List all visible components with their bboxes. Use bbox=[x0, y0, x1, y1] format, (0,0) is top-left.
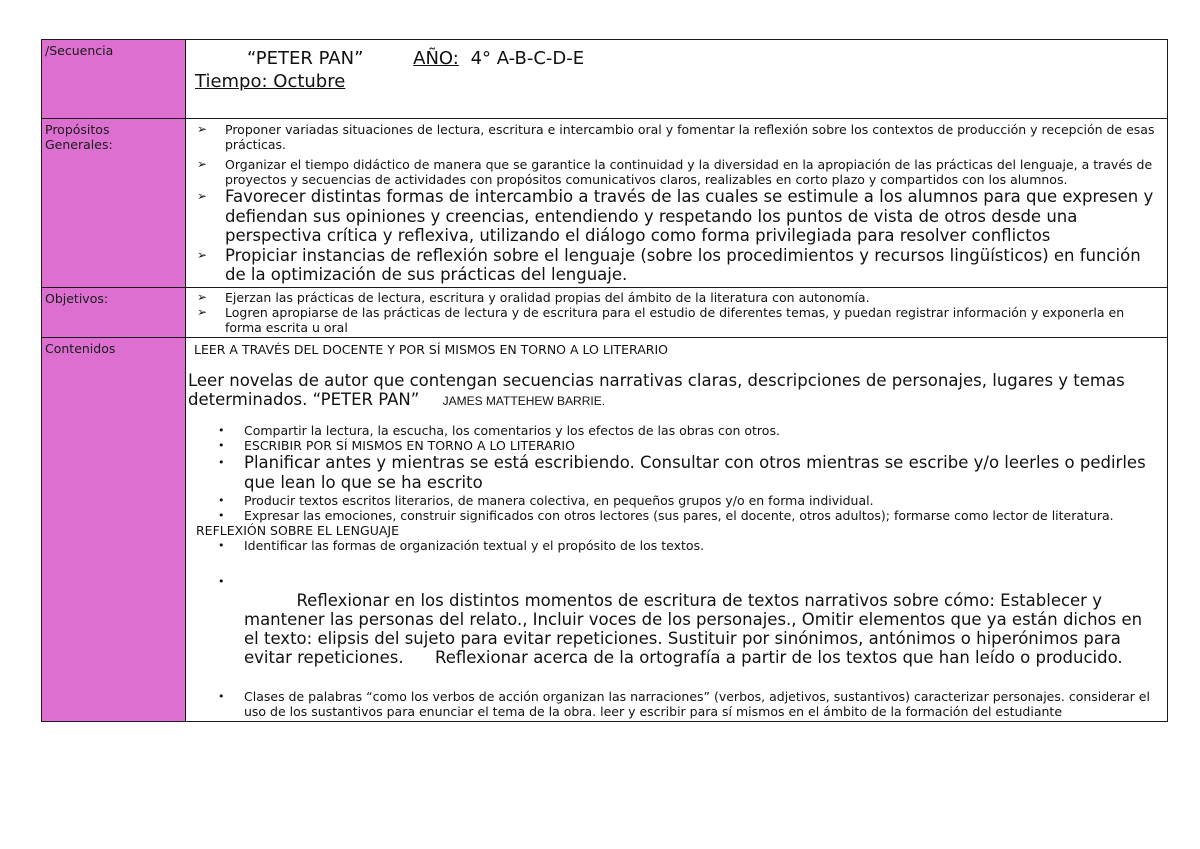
label-contenidos: Contenidos bbox=[42, 337, 186, 721]
arrow-bullet-icon: ➢ bbox=[197, 247, 208, 262]
propositos-content bbox=[186, 119, 1168, 288]
arrow-bullet-icon: ➢ bbox=[197, 289, 208, 304]
list-item bbox=[197, 289, 1161, 305]
row-contenidos bbox=[42, 337, 1168, 721]
contenido-text: Compartir la lectura, la escucha, los comentarios y los efectos de las obras con otros. bbox=[244, 422, 780, 438]
label-secuencia: /Secuencia bbox=[42, 40, 186, 119]
list-item bbox=[218, 507, 1161, 523]
arrow-bullet-icon: ➢ bbox=[197, 304, 208, 319]
list-item bbox=[218, 452, 1161, 493]
contenido-text: Planificar antes y mientras se está escribiendo. Consultar con otros mientras se escribe y/o leerles o pedirles que lean lo que se ha escrito bbox=[244, 452, 1146, 492]
dot-bullet-icon: • bbox=[218, 438, 225, 452]
contenidos-lead bbox=[188, 371, 1161, 411]
objetivo-text: Logren apropiarse de las prácticas de lectura y de escritura para el estudio de diferentes temas, y puedan registrar información y exponerla en forma escrita u oral bbox=[225, 304, 1125, 335]
dot-bullet-icon: • bbox=[218, 423, 225, 437]
list-item bbox=[197, 157, 1161, 187]
dot-bullet-icon: • bbox=[218, 538, 225, 552]
objetivos-content bbox=[186, 287, 1168, 337]
row-propositos bbox=[42, 119, 1168, 288]
contenido-text: Reflexionar en los distintos momentos de escritura de textos narrativos sobre cómo: Establecer y mantener las personas del relato., Incluir voces de los personajes., Omitir elementos que ya están dichos en el texto: elipsis del sujeto para evitar repeticiones. Sustituir por sinónimos, antónimos o hiperónimos para evitar repeticiones. Reflexionar acerca de la ortografía a partir de los textos que han leído o producido. bbox=[244, 590, 1148, 667]
propositos-list bbox=[191, 122, 1161, 285]
tiempo-line: Tiempo: Octubre bbox=[195, 71, 346, 92]
list-item bbox=[197, 245, 1161, 285]
contenido-text: ESCRIBIR POR SÍ MISMOS EN TORNO A LO LITERARIO bbox=[244, 437, 575, 453]
list-item bbox=[197, 187, 1161, 246]
row-secuencia bbox=[42, 40, 1168, 119]
list-item bbox=[218, 422, 1161, 438]
contenidos-list-2 bbox=[188, 538, 1161, 719]
secuencia-content bbox=[186, 40, 1168, 119]
proposito-text: Organizar el tiempo didáctico de manera que se garantice la continuidad y la diversidad en la apropiación de las prácticas del lenguaje, a través de proyectos y secuencias de actividades con propósitos comunicativos claros, realizables en corto plazo y compartidos con los alumnos. bbox=[225, 157, 1153, 187]
dot-bullet-icon: • bbox=[218, 574, 225, 588]
list-item bbox=[218, 688, 1161, 719]
contenido-text: Producir textos escritos literarios, de manera colectiva, en pequeños grupos y/o en forma individual. bbox=[244, 492, 874, 508]
list-item bbox=[218, 492, 1161, 508]
sequence-title: “PETER PAN” bbox=[247, 48, 364, 69]
planning-table bbox=[41, 39, 1168, 722]
objetivos-list bbox=[191, 290, 1161, 335]
contenido-text: Clases de palabras “como los verbos de acción organizan las narraciones” (verbos, adjetivos, sustantivos) caracterizar personajes. considerar el uso de los sustantivos para enunciar el tema de la obra. leer y escribir para sí mismos en el ámbito de la formación del estudiante bbox=[244, 688, 1150, 719]
section-heading-leer: LEER A TRAVÉS DEL DOCENTE Y POR SÍ MISMOS EN TORNO A LO LITERARIO bbox=[194, 341, 668, 357]
anio-value: 4° A-B-C-D-E bbox=[470, 48, 585, 69]
contenidos-list-1 bbox=[188, 423, 1161, 523]
label-objetivos: Objetivos: bbox=[42, 287, 186, 337]
dot-bullet-icon: • bbox=[218, 455, 225, 469]
contenidos-content bbox=[186, 337, 1168, 721]
dot-bullet-icon: • bbox=[218, 493, 225, 507]
list-item bbox=[218, 537, 1161, 553]
proposito-text: Propiciar instancias de reflexión sobre el lenguaje (sobre los procedimientos y recursos lingüísticos) en función de la optimización de sus prácticas del lenguaje. bbox=[225, 245, 1141, 284]
list-item bbox=[218, 553, 1161, 686]
proposito-text: Favorecer distintas formas de intercambio a través de las cuales se estimule a los alumnos para que expresen y defiendan sus opiniones y creencias, entendiendo y respetando los puntos de vista de otros desde una perspectiva crítica y reflexiva, utilizando el diálogo como forma privilegiada para resolver conflictos bbox=[225, 187, 1154, 245]
anio-label: AÑO: bbox=[413, 48, 459, 69]
dot-bullet-icon: • bbox=[218, 689, 225, 703]
arrow-bullet-icon: ➢ bbox=[197, 122, 208, 136]
list-item bbox=[218, 437, 1161, 453]
objetivo-text: Ejerzan las prácticas de lectura, escritura y oralidad propias del ámbito de la literatura con autonomía. bbox=[225, 289, 870, 305]
proposito-text: Proponer variadas situaciones de lectura, escritura e intercambio oral y fomentar la reflexión sobre los contextos de producción y recepción de esas prácticas. bbox=[225, 122, 1155, 152]
author-name: JAMES MATTEHEW BARRIE. bbox=[442, 393, 606, 408]
label-propositos: Propósitos Generales: bbox=[42, 119, 186, 288]
dot-bullet-icon: • bbox=[218, 508, 225, 522]
contenido-text: Expresar las emociones, construir significados con otros lectores (sus pares, el docente, otros adultos); formarse como lector de literatura. bbox=[244, 507, 1114, 523]
arrow-bullet-icon: ➢ bbox=[197, 157, 208, 171]
lead-text: Leer novelas de autor que contengan secuencias narrativas claras, descripciones de personajes, lugares y temas determinados. “PETER PAN” bbox=[188, 370, 1125, 409]
section-heading-reflexion: REFLEXIÓN SOBRE EL LENGUAJE bbox=[196, 522, 399, 538]
list-item bbox=[197, 122, 1161, 152]
arrow-bullet-icon: ➢ bbox=[197, 189, 208, 203]
contenido-text: Identificar las formas de organización textual y el propósito de los textos. bbox=[244, 537, 705, 553]
list-item bbox=[197, 304, 1161, 335]
title-line bbox=[247, 48, 1161, 70]
row-objetivos bbox=[42, 287, 1168, 337]
